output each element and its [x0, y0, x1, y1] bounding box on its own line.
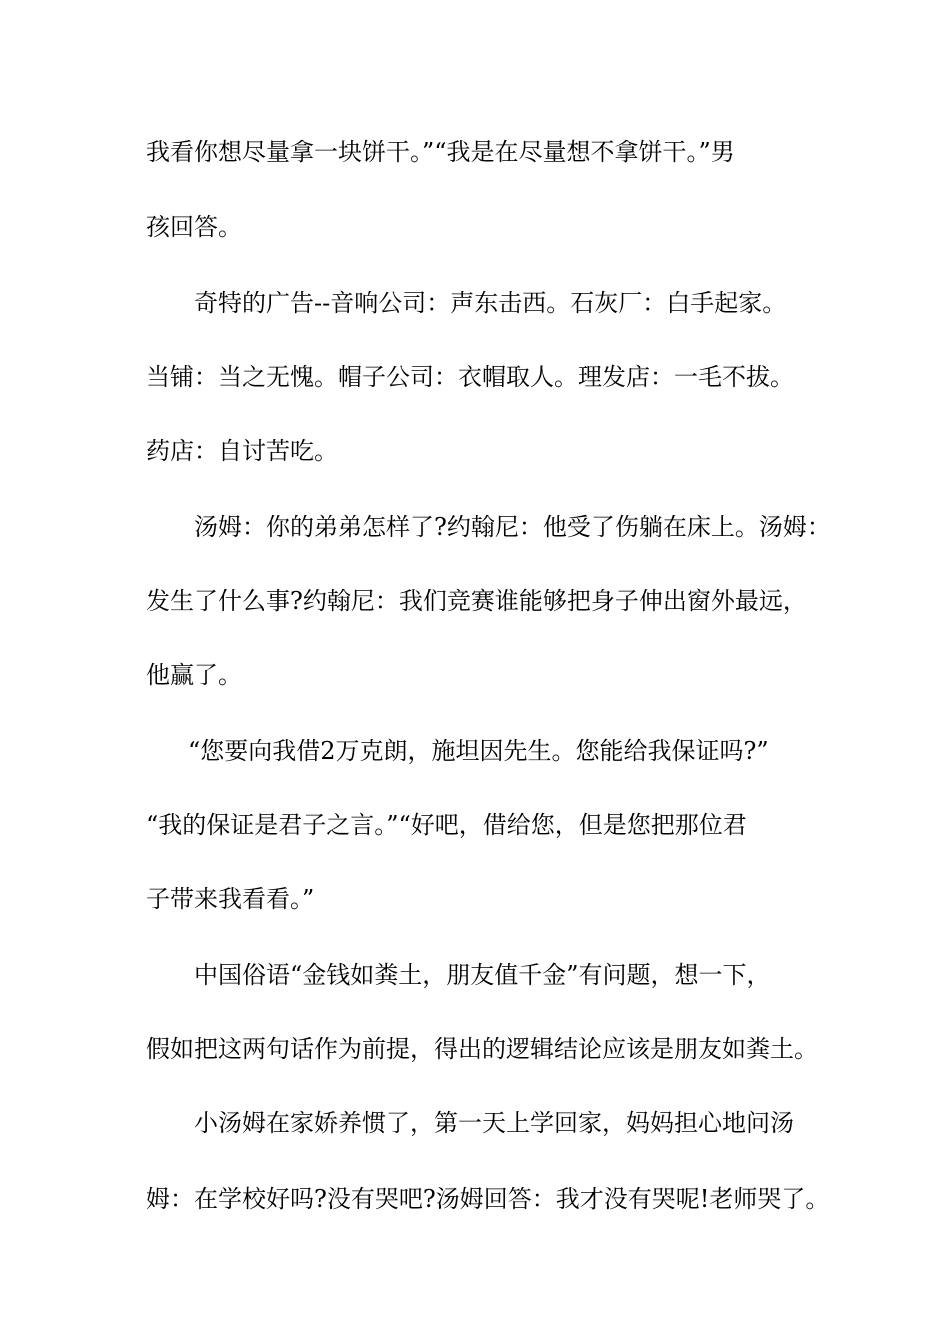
- text-line: 假如把这两句话作为前提，得出的逻辑结论应该是朋友如粪土。: [146, 1035, 818, 1063]
- paragraph-start-line: “您要向我借2万克朗，施坦因先生。您能给我保证吗?”: [188, 737, 769, 765]
- paragraph-start-line: 汤姆：你的弟弟怎样了?约翰尼：他受了伤躺在床上。汤姆：: [194, 513, 831, 541]
- paragraph-start-line: 小汤姆在家娇养惯了，第一天上学回家，妈妈担心地问汤: [194, 1109, 794, 1137]
- text-line: “我的保证是君子之言。”“好吧，借给您，但是您把那位君: [146, 811, 747, 839]
- paragraph-start-line: 中国俗语“金钱如粪土，朋友值千金”有问题，想一下，: [194, 961, 771, 989]
- text-line: 孩回答。: [146, 213, 242, 241]
- text-line: 药店：自讨苦吃。: [146, 437, 338, 465]
- text-line: 发生了什么事?约翰尼：我们竞赛谁能够把身子伸出窗外最远，: [146, 587, 807, 615]
- text-line: 他赢了。: [146, 661, 242, 689]
- paragraph-start-line: 奇特的广告--音响公司：声东击西。石灰厂：白手起家。: [194, 289, 787, 317]
- text-line: 姆：在学校好吗?没有哭吧?汤姆回答：我才没有哭呢!老师哭了。: [146, 1185, 830, 1213]
- text-line: 子带来我看看。”: [146, 885, 315, 913]
- text-line: 当铺：当之无愧。帽子公司：衣帽取人。理发店：一毛不拔。: [146, 363, 794, 391]
- text-line: 我看你想尽量拿一块饼干。”“我是在尽量想不拿饼干。”男: [146, 138, 735, 166]
